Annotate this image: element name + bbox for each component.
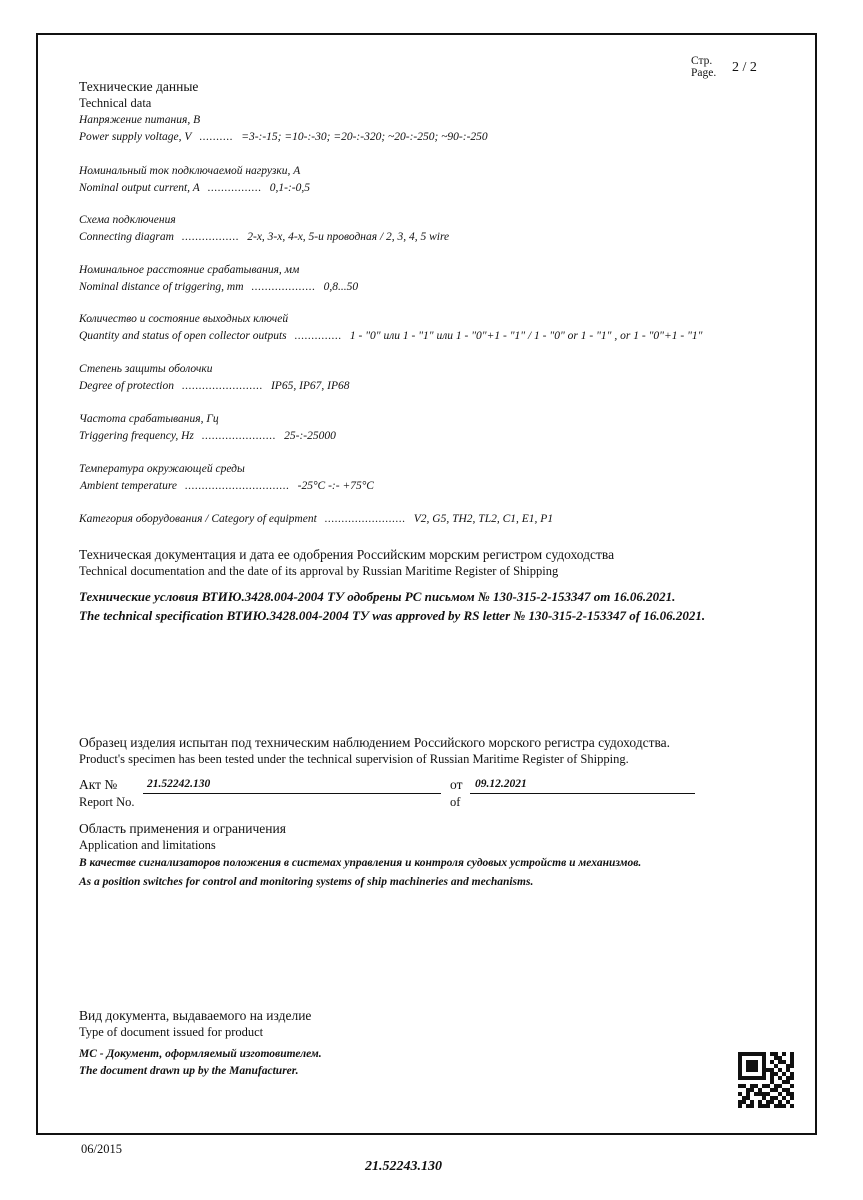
tech-spec-approval-en: The technical specification ВТИЮ.3428.004-2004 ТУ was approved by RS letter № 130-315-2-153347 of 16.06.2021. [79,608,706,623]
connecting-diagram-row [79,231,449,243]
supply-voltage-value: =3-:-15; =10-:-30; =20-:-320; ~20-:-250; ~90-:-250 [241,131,488,143]
triggering-distance-label-en: Nominal distance of triggering, mm [79,281,244,293]
leader-dots: ...................... [201,430,277,442]
category-row [79,513,553,525]
of-label-ru: от [450,777,463,792]
connecting-diagram-label-en: Connecting diagram [79,231,174,243]
act-label-en: Report No. [79,795,135,809]
application-text-en: As a position switches for control and monitoring systems of ship machineries and mechanisms. [79,876,534,888]
specimen-text-en: Product's specimen has been tested under the technical supervision of Russian Maritime Register of Shipping. [79,752,629,766]
leader-dots: ................... [251,281,316,293]
leader-dots: .......... [199,131,234,143]
category-label: Категория оборудования / Category of equipment [79,513,317,525]
page-number: 2 / 2 [732,60,757,75]
output-keys-row [79,330,702,342]
document-frame [36,33,817,1135]
category-value: V2, G5, TH2, TL2, C1, E1, P1 [413,513,554,525]
supply-voltage-row [79,131,488,143]
page-label [691,55,716,79]
specimen-text-ru: Образец изделия испытан под техническим наблюдением Российского морского регистра судоходства. [79,735,671,750]
qr-code [738,1052,794,1108]
triggering-distance-value: 0,8...50 [323,281,359,293]
of-label-en: of [450,795,461,809]
act-number: 21.52242.130 [147,778,211,790]
tech-doc-title-en: Technical documentation and the date of its approval by Russian Maritime Register of Shipping [79,564,559,578]
output-current-label-en: Nominal output current, A [79,182,200,194]
application-title-ru: Область применения и ограничения [79,821,286,836]
supply-voltage-label-ru: Напряжение питания, В [79,114,201,126]
temperature-value: -25°C -:- +75°C [297,480,374,492]
leader-dots: ................ [207,182,262,194]
leader-dots: ................. [181,231,240,243]
protection-label-ru: Степень защиты оболочки [79,363,213,375]
temperature-row [80,480,374,492]
frequency-row [79,430,336,442]
leader-dots: ............................... [184,480,290,492]
leader-dots: ........................ [181,380,263,392]
frequency-label-ru: Частота срабатывания, Гц [79,413,219,425]
output-keys-label-en: Quantity and status of open collector outputs [79,330,287,342]
report-date: 09.12.2021 [475,778,527,790]
supply-voltage-label-en: Power supply voltage, V [79,131,192,143]
page-label-en: Page. [691,67,717,79]
connecting-diagram-value: 2-х, 3-х, 4-х, 5-и проводная / 2, 3, 4, 5 wire [247,231,450,243]
frequency-label-en: Triggering frequency, Hz [79,430,194,442]
output-keys-label-ru: Количество и состояние выходных ключей [79,313,289,325]
temperature-label-en: Ambient temperature [80,480,177,492]
output-current-value: 0,1-:-0,5 [269,182,310,194]
triggering-distance-label-ru: Номинальное расстояние срабатывания, мм [79,264,300,276]
doc-type-text-en: The document drawn up by the Manufacturer. [79,1065,299,1077]
doc-type-title-en: Type of document issued for product [79,1025,264,1039]
report-date-underline [470,793,695,794]
tech-doc-title-ru: Техническая документация и дата ее одобрения Российским морским регистром судоходства [79,547,615,562]
doc-type-title-ru: Вид документа, выдаваемого на изделие [79,1008,312,1023]
temperature-label-ru: Температура окружающей среды [79,463,245,475]
output-keys-value: 1 - "0" или 1 - "1" или 1 - "0"+1 - "1" / 1 - "0" or 1 - "1" , or 1 - "0"+1 - "1" [349,330,703,342]
leader-dots: .............. [294,330,342,342]
output-current-row [79,182,310,194]
output-current-label-ru: Номинальный ток подключаемой нагрузки, А [79,165,301,177]
protection-value: IP65, IP67, IP68 [270,380,350,392]
leader-dots: ........................ [324,513,406,525]
page-label-ru: Стр. [691,55,713,67]
protection-label-en: Degree of protection [79,380,174,392]
application-title-en: Application and limitations [79,838,216,852]
frequency-value: 25-:-25000 [284,430,336,442]
connecting-diagram-label-ru: Схема подключения [79,214,176,226]
act-label-ru: Акт № [79,777,118,792]
document-number: 21.52243.130 [365,1159,442,1174]
application-text-ru: В качестве сигнализаторов положения в системах управления и контроля судовых устройств и механизмов. [79,857,642,869]
form-code: 06/2015 [81,1142,122,1156]
technical-data-title-ru: Технические данные [79,79,199,94]
qr-module [790,1104,794,1108]
protection-row [79,380,350,392]
triggering-distance-row [79,281,358,293]
tech-spec-approval-ru: Технические условия ВТИЮ.3428.004-2004 ТУ одобрены РС письмом № 130-315-2-153347 от 16.06.2021. [79,589,676,604]
technical-data-title-en: Technical data [79,96,152,110]
act-number-underline [143,793,441,794]
doc-type-text-ru: МС - Документ, оформляемый изготовителем. [79,1048,322,1060]
